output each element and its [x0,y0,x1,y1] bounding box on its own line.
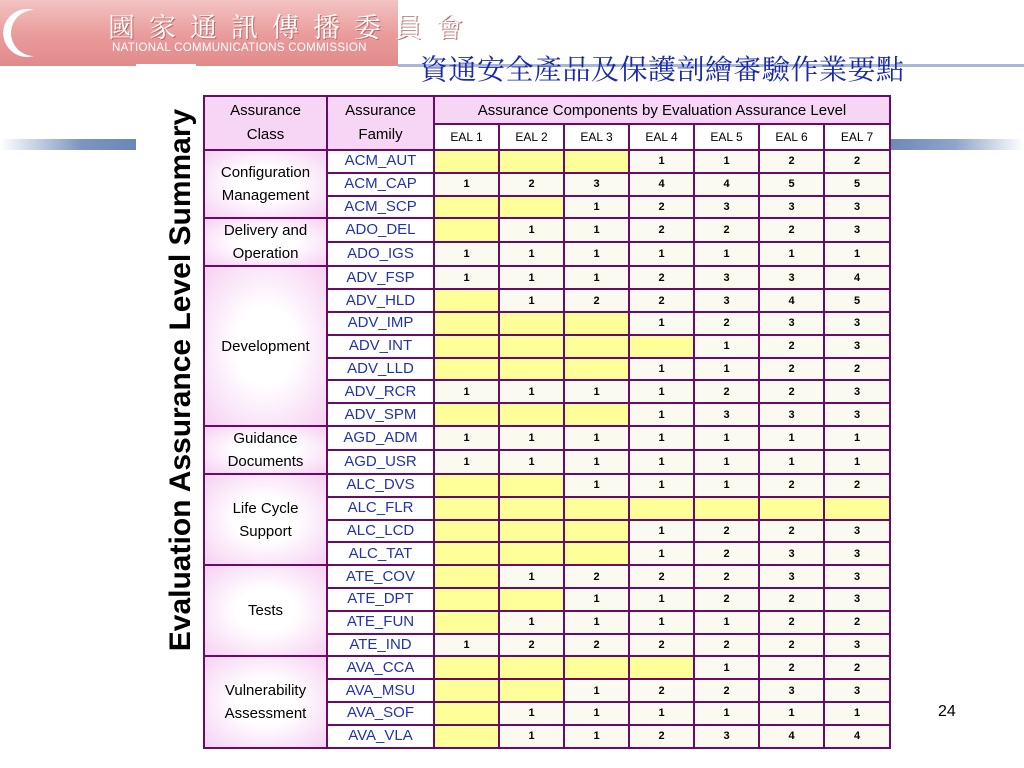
eal-value-cell: 2 [629,266,694,289]
ncc-logo-banner [0,0,477,66]
eal-value-cell: 1 [824,702,890,725]
eal-value-cell [499,542,564,565]
eal-value-cell: 1 [629,450,694,474]
eal-value-cell [499,196,564,219]
eal-value-cell: 2 [759,656,824,679]
eal-value-cell: 2 [759,380,824,403]
eal-value-cell: 1 [499,725,564,748]
eal-value-cell: 1 [434,426,499,450]
eal-value-cell: 2 [629,218,694,242]
eal-value-cell: 3 [694,725,759,748]
eal-value-cell: 2 [629,634,694,657]
eal-value-cell [434,358,499,381]
eal-value-cell: 1 [629,358,694,381]
eal-value-cell: 1 [694,358,759,381]
col-header-eal-5: EAL 5 [694,124,759,150]
eal-value-cell [564,335,629,358]
eal-value-cell: 1 [694,242,759,266]
eal-value-cell: 1 [759,242,824,266]
assurance-class-cell: Delivery and Operation [204,218,327,266]
eal-value-cell: 4 [759,289,824,312]
eal-value-cell: 1 [629,542,694,565]
eal-value-cell [434,218,499,242]
col-header-eal-1: EAL 1 [434,124,499,150]
eal-value-cell: 4 [824,725,890,748]
eal-value-cell: 1 [564,218,629,242]
eal-value-cell: 1 [499,702,564,725]
table-row [204,266,890,289]
eal-value-cell: 2 [564,565,629,588]
assurance-family-cell: ATE_COV [327,565,434,588]
eal-value-cell [434,150,499,173]
eal-value-cell [434,611,499,634]
assurance-family-cell: AVA_MSU [327,679,434,702]
eal-value-cell: 3 [824,218,890,242]
eal-value-cell: 1 [759,426,824,450]
eal-value-cell: 1 [499,266,564,289]
eal-value-cell [499,497,564,520]
assurance-family-cell: ATE_FUN [327,611,434,634]
eal-value-cell: 2 [759,358,824,381]
eal-value-cell [434,656,499,679]
eal-value-cell: 2 [694,679,759,702]
eal-value-cell: 2 [759,611,824,634]
table-row [204,218,890,242]
eal-value-cell [434,312,499,335]
table-row [204,150,890,173]
eal-value-cell: 1 [499,289,564,312]
eal-value-cell: 3 [824,634,890,657]
eal-value-cell: 2 [824,474,890,497]
eal-value-cell: 3 [824,565,890,588]
eal-value-cell [434,335,499,358]
assurance-family-cell: ADV_HLD [327,289,434,312]
eal-value-cell: 2 [759,335,824,358]
eal-value-cell [434,474,499,497]
eal-value-cell [564,150,629,173]
eal-value-cell: 2 [694,565,759,588]
eal-value-cell: 3 [759,196,824,219]
eal-value-cell: 4 [629,173,694,196]
eal-value-cell: 1 [629,242,694,266]
eal-value-cell: 2 [499,173,564,196]
eal-value-cell: 1 [629,150,694,173]
eal-value-cell: 1 [629,520,694,543]
eal-value-cell: 2 [564,634,629,657]
eal-value-cell: 3 [759,403,824,426]
eal-value-cell: 1 [694,656,759,679]
left-accent-band [0,139,136,150]
eal-value-cell: 1 [564,196,629,219]
eal-value-cell: 1 [499,565,564,588]
eal-value-cell: 1 [434,634,499,657]
eal-value-cell [499,679,564,702]
eal-value-cell: 3 [564,173,629,196]
assurance-family-cell: ACM_CAP [327,173,434,196]
eal-value-cell: 1 [564,450,629,474]
eal-value-cell [434,289,499,312]
eal-value-cell: 5 [824,173,890,196]
eal-value-cell [564,520,629,543]
eal-value-cell: 2 [759,588,824,611]
table-row [204,426,890,450]
eal-value-cell: 5 [759,173,824,196]
eal-value-cell: 1 [434,450,499,474]
eal-value-cell: 4 [824,266,890,289]
eal-value-cell [434,679,499,702]
eal-value-cell: 3 [824,380,890,403]
eal-value-cell: 2 [824,611,890,634]
eal-value-cell: 1 [694,474,759,497]
eal-value-cell: 3 [759,679,824,702]
col-header-assurance-family: Assurance Family [327,96,434,150]
eal-value-cell: 2 [759,634,824,657]
assurance-family-cell: ACM_AUT [327,150,434,173]
assurance-class-cell: Configuration Management [204,150,327,218]
col-header-eal-4: EAL 4 [629,124,694,150]
assurance-family-cell: ACM_SCP [327,196,434,219]
eal-value-cell: 1 [694,426,759,450]
eal-value-cell: 1 [499,218,564,242]
assurance-family-cell: ATE_IND [327,634,434,657]
eal-value-cell: 1 [499,611,564,634]
eal-value-cell: 1 [564,426,629,450]
eal-value-cell: 2 [759,150,824,173]
eal-value-cell [824,497,890,520]
assurance-family-cell: ADV_SPM [327,403,434,426]
eal-value-cell [434,542,499,565]
eal-value-cell: 2 [694,634,759,657]
eal-value-cell: 1 [564,725,629,748]
eal-value-cell: 1 [499,380,564,403]
eal-value-cell: 1 [824,426,890,450]
eal-value-cell: 2 [694,520,759,543]
eal-value-cell [629,497,694,520]
eal-value-cell: 2 [564,289,629,312]
eal-value-cell [564,403,629,426]
eal-value-cell [434,565,499,588]
eal-value-cell [564,542,629,565]
eal-value-cell: 2 [759,474,824,497]
eal-value-cell: 2 [759,218,824,242]
table-header-row [204,96,890,124]
eal-value-cell [499,312,564,335]
col-header-assurance-class: Assurance Class [204,96,327,150]
eal-value-cell: 2 [694,542,759,565]
eal-value-cell: 4 [759,725,824,748]
eal-value-cell: 1 [434,242,499,266]
assurance-family-cell: ADV_IMP [327,312,434,335]
eal-value-cell: 1 [629,588,694,611]
eal-value-cell: 1 [564,266,629,289]
eal-value-cell: 3 [824,312,890,335]
eal-value-cell [759,497,824,520]
eal-value-cell: 1 [564,242,629,266]
eal-value-cell [434,702,499,725]
col-header-eal-7: EAL 7 [824,124,890,150]
assurance-family-cell: AVA_SOF [327,702,434,725]
eal-value-cell: 2 [629,289,694,312]
eal-value-cell: 1 [629,426,694,450]
eal-value-cell: 1 [629,702,694,725]
assurance-family-cell: ALC_FLR [327,497,434,520]
assurance-class-cell: Vulnerability Assessment [204,656,327,747]
col-header-eal-2: EAL 2 [499,124,564,150]
table-row [204,474,890,497]
assurance-family-cell: AGD_ADM [327,426,434,450]
eal-value-cell [499,520,564,543]
col-header-components: Assurance Components by Evaluation Assurance Level [434,96,890,124]
eal-value-cell: 3 [824,196,890,219]
eal-value-cell: 3 [824,520,890,543]
eal-value-cell: 1 [434,266,499,289]
eal-value-cell: 3 [694,403,759,426]
eal-value-cell [629,335,694,358]
assurance-family-cell: ATE_DPT [327,588,434,611]
eal-value-cell: 3 [759,312,824,335]
eal-value-cell [629,656,694,679]
eal-value-cell [434,403,499,426]
table-row [204,565,890,588]
eal-value-cell: 2 [629,565,694,588]
eal-value-cell [564,312,629,335]
eal-value-cell: 3 [824,542,890,565]
eal-value-cell: 2 [694,380,759,403]
assurance-family-cell: ADO_IGS [327,242,434,266]
eal-value-cell: 3 [694,289,759,312]
eal-value-cell [434,196,499,219]
eal-value-cell: 3 [694,196,759,219]
slide-title: 資通安全產品及保護剖繪審驗作業要點 [420,53,905,86]
eal-value-cell [499,474,564,497]
eal-value-cell: 1 [694,150,759,173]
eal-value-cell: 1 [824,450,890,474]
assurance-family-cell: ALC_TAT [327,542,434,565]
eal-value-cell [434,588,499,611]
eal-value-cell [499,150,564,173]
eal-value-cell: 1 [564,474,629,497]
eal-value-cell [499,403,564,426]
eal-value-cell: 1 [564,679,629,702]
eal-value-cell: 3 [759,266,824,289]
eal-value-cell: 1 [694,450,759,474]
eal-value-cell: 1 [629,474,694,497]
eal-value-cell: 2 [824,150,890,173]
eal-value-cell: 3 [824,679,890,702]
eal-value-cell: 2 [824,358,890,381]
eal-value-cell [434,520,499,543]
eal-summary-table [203,95,891,749]
right-accent-band [886,139,1024,150]
assurance-class-cell: Tests [204,565,327,656]
eal-value-cell: 1 [694,611,759,634]
eal-value-cell: 1 [434,173,499,196]
eal-value-cell: 1 [499,450,564,474]
col-header-eal-3: EAL 3 [564,124,629,150]
eal-value-cell: 1 [759,450,824,474]
table-row [204,656,890,679]
eal-value-cell: 2 [759,520,824,543]
eal-value-cell: 1 [564,702,629,725]
eal-value-cell [564,497,629,520]
eal-value-cell: 1 [629,312,694,335]
eal-value-cell: 3 [824,588,890,611]
assurance-family-cell: ADV_RCR [327,380,434,403]
eal-value-cell [564,656,629,679]
eal-value-cell: 1 [434,380,499,403]
eal-value-cell [434,497,499,520]
vertical-slide-title: Evaluation Assurance Level Summary [164,108,197,652]
eal-value-cell [499,358,564,381]
eal-value-cell: 1 [564,588,629,611]
assurance-family-cell: ADO_DEL [327,218,434,242]
eal-value-cell: 2 [694,588,759,611]
eal-value-cell: 1 [694,702,759,725]
assurance-class-cell: Development [204,266,327,426]
eal-value-cell: 1 [564,380,629,403]
eal-value-cell: 2 [824,656,890,679]
eal-value-cell: 4 [694,173,759,196]
eal-value-cell: 3 [759,542,824,565]
eal-value-cell: 3 [824,335,890,358]
eal-value-cell: 2 [694,312,759,335]
assurance-family-cell: ADV_FSP [327,266,434,289]
eal-value-cell: 2 [694,218,759,242]
eal-value-cell: 1 [629,403,694,426]
eal-value-cell [564,358,629,381]
assurance-family-cell: ALC_DVS [327,474,434,497]
eal-value-cell: 5 [824,289,890,312]
assurance-family-cell: ADV_INT [327,335,434,358]
eal-value-cell: 2 [629,725,694,748]
assurance-family-cell: AVA_VLA [327,725,434,748]
col-header-eal-6: EAL 6 [759,124,824,150]
assurance-family-cell: AVA_CCA [327,656,434,679]
eal-value-cell: 2 [499,634,564,657]
eal-value-cell: 1 [629,380,694,403]
assurance-class-cell: Life Cycle Support [204,474,327,565]
eal-value-cell: 2 [629,196,694,219]
org-name-english: NATIONAL COMMUNICATIONS COMMISSION [112,42,367,54]
eal-value-cell: 1 [564,611,629,634]
page-number: 24 [938,703,956,720]
eal-value-cell: 3 [694,266,759,289]
eal-value-cell: 3 [759,565,824,588]
eal-value-cell [499,335,564,358]
eal-value-cell: 1 [629,611,694,634]
eal-value-cell: 3 [824,403,890,426]
eal-value-cell [499,656,564,679]
eal-value-cell: 1 [499,426,564,450]
eal-value-cell: 1 [759,702,824,725]
eal-value-cell: 1 [824,242,890,266]
assurance-family-cell: ADV_LLD [327,358,434,381]
eal-value-cell: 1 [694,335,759,358]
org-name-chinese: 國家通訊傳播委員會 [108,13,477,44]
eal-value-cell [694,497,759,520]
eal-value-cell [434,725,499,748]
assurance-class-cell: Guidance Documents [204,426,327,474]
assurance-family-cell: AGD_USR [327,450,434,474]
ncc-logo-icon [4,4,84,62]
eal-value-cell [499,588,564,611]
assurance-family-cell: ALC_LCD [327,520,434,543]
eal-value-cell: 2 [629,679,694,702]
eal-value-cell: 1 [499,242,564,266]
